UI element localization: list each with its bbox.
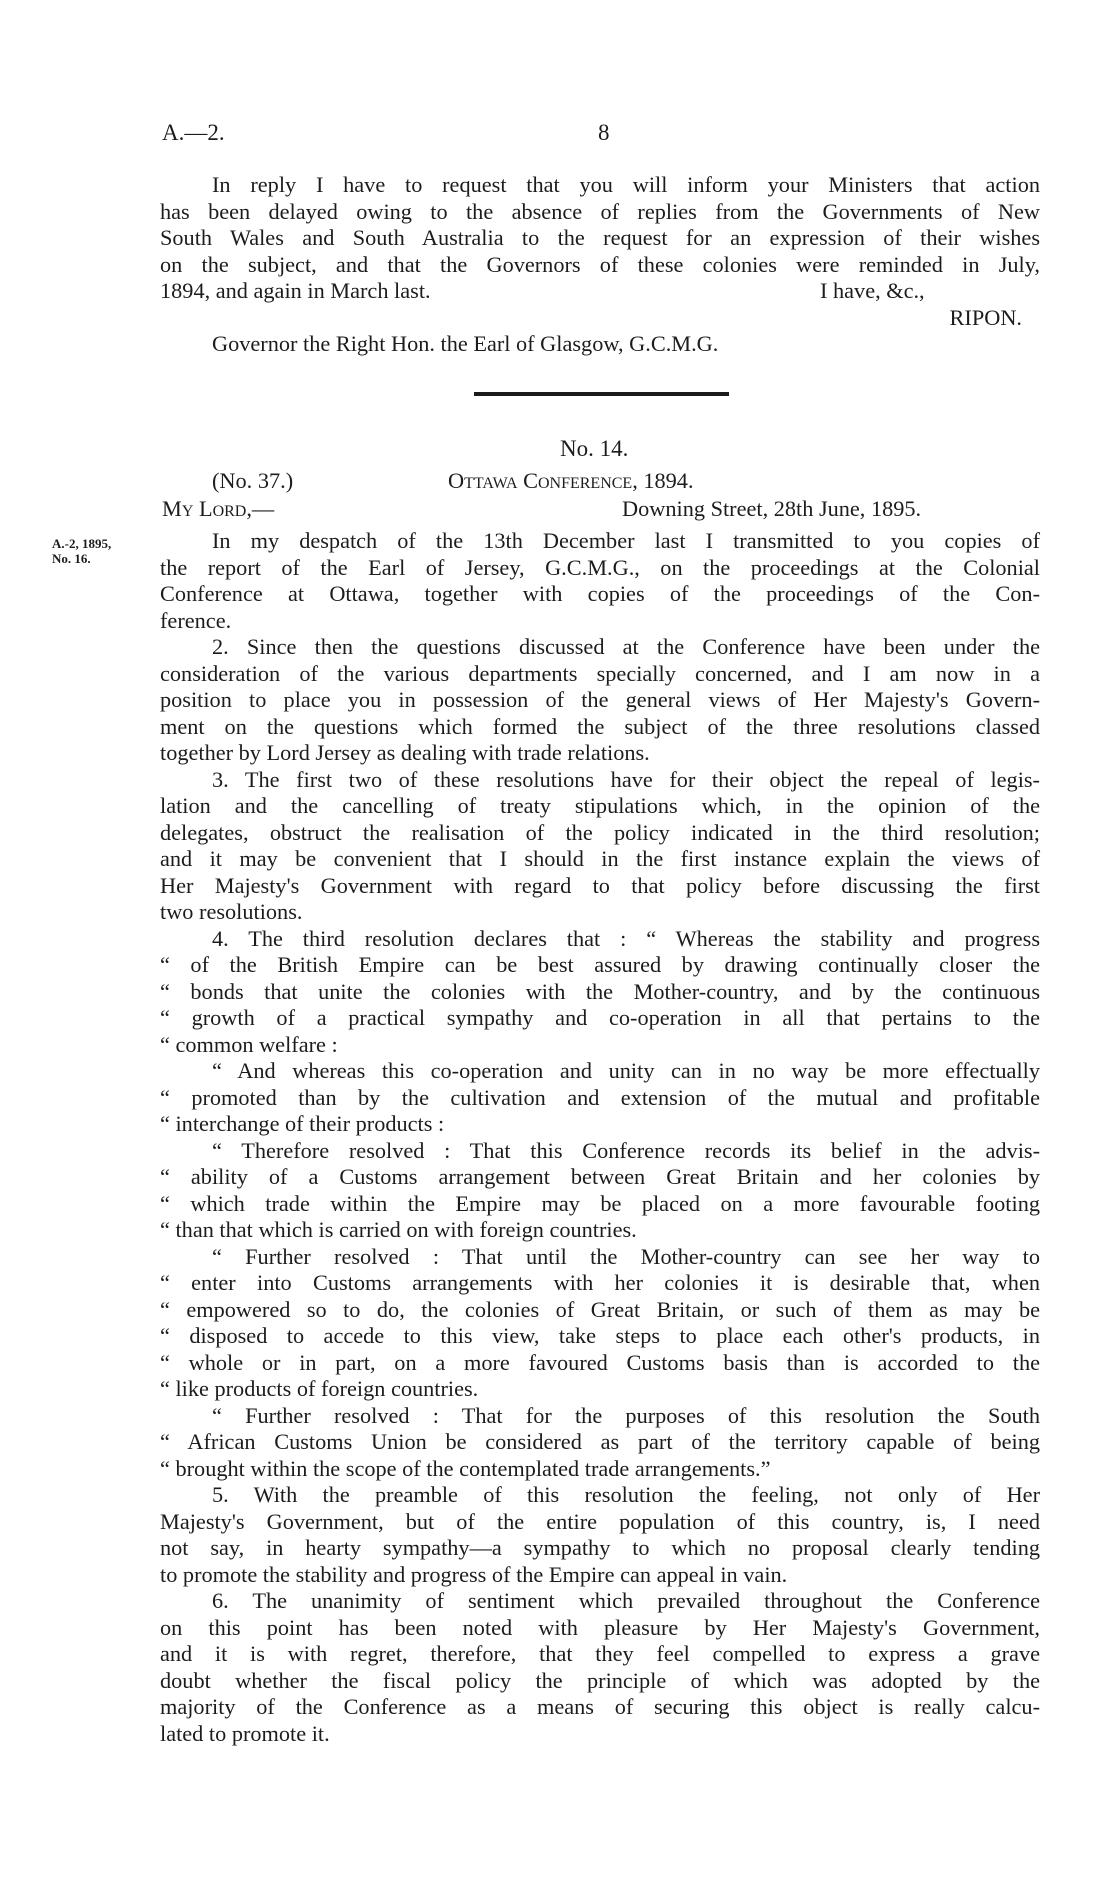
text-line: “ like products of foreign countries. xyxy=(160,1376,479,1401)
text-line: “ bonds that unite the colonies with the Mother-country, and by the continuous xyxy=(160,978,1040,1004)
text-line: together by Lord Jersey as dealing with trade relations. xyxy=(160,740,650,765)
text-line: “ enter into Customs arrangements with her colonies it is desirable that, when xyxy=(160,1270,1040,1295)
text-line: Her Majesty's Government with regard to that policy before discussing the first xyxy=(160,872,1040,898)
text-line: “ brought within the scope of the contemplated trade arrangements.” xyxy=(160,1455,771,1481)
text-line: “ ability of a Customs arrangement between Great Britain and her colonies by xyxy=(160,1164,1040,1189)
text-line: “ than that which is carried on with foreign countries. xyxy=(160,1217,637,1242)
text-line: “ growth of a practical sympathy and co-operation in all that pertains to the xyxy=(160,1005,1040,1030)
text-line: “ Therefore resolved : That this Conference records its belief in the advis- xyxy=(212,1137,1040,1163)
text-line: majority of the Conference as a means of securing this object is really calcu- xyxy=(160,1694,1040,1719)
valediction: I have, &c., xyxy=(820,278,925,303)
text-line: In my despatch of the 13th December last I transmitted to you copies of xyxy=(212,528,1040,553)
text-line: 5. With the preamble of this resolution the feeling, not only of Her xyxy=(212,1482,1040,1507)
despatch-subject: Ottawa Conference, 1894. xyxy=(448,468,694,493)
text-line: 2. Since then the questions discussed at the Conference have been under the xyxy=(212,634,1040,659)
text-line: to promote the stability and progress of the Empire can appeal in vain. xyxy=(160,1561,788,1587)
text-line xyxy=(160,278,1040,305)
text-line: lation and the cancelling of treaty stipulations which, in the opinion of the xyxy=(160,793,1040,818)
closing-paragraph xyxy=(160,172,1040,358)
text-line: the report of the Earl of Jersey, G.C.M.G., on the proceedings at the Colonial xyxy=(160,554,1040,580)
text-line: and it may be convenient that I should in the first instance explain the views of xyxy=(160,846,1040,871)
text-line: lated to promote it. xyxy=(160,1720,330,1746)
despatch-body xyxy=(160,528,1040,1747)
text-line: Majesty's Government, but of the entire population of this country, is, I need xyxy=(160,1508,1040,1534)
text-line: has been delayed owing to the absence of replies from the Governments of New xyxy=(160,198,1040,224)
text-line: “ Further resolved : That until the Mother-country can see her way to xyxy=(212,1243,1040,1269)
text-line: “ disposed to accede to this view, take steps to place each other's products, in xyxy=(160,1323,1040,1348)
text-line: position to place you in possession of the general views of Her Majesty's Govern- xyxy=(160,687,1040,712)
text-line: ference. xyxy=(160,607,232,633)
text-line: “ interchange of their products : xyxy=(160,1111,445,1136)
text-line: “ common welfare : xyxy=(160,1031,338,1057)
despatch-reference: (No. 37.) xyxy=(212,468,294,493)
despatch-number: No. 14. xyxy=(560,436,629,461)
text-line: “ Further resolved : That for the purposes of this resolution the South xyxy=(212,1402,1040,1428)
text-line: ment on the questions which formed the subject of the three resolutions classed xyxy=(160,713,1040,739)
text-line: two resolutions. xyxy=(160,899,303,924)
text-line: South Wales and South Australia to the request for an expression of their wishes xyxy=(160,225,1040,250)
text-line: 3. The first two of these resolutions have for their object the repeal of legis- xyxy=(212,766,1040,792)
closing-date-text: 1894, and again in March last. xyxy=(160,278,431,303)
text-line: and it is with regret, therefore, that they feel compelled to express a grave xyxy=(160,1641,1040,1666)
text-line: “ whole or in part, on a more favoured Customs basis than is accorded to the xyxy=(160,1349,1040,1375)
text-line: 6. The unanimity of sentiment which prevailed throughout the Conference xyxy=(212,1588,1040,1613)
text-line: Conference at Ottawa, together with copies of the proceedings of the Con- xyxy=(160,581,1040,606)
salutation: My Lord,— xyxy=(162,496,275,521)
margin-note xyxy=(52,536,111,566)
text-line: 4. The third resolution declares that : “ Whereas the stability and progress xyxy=(212,925,1040,951)
text-line: In reply I have to request that you will inform your Ministers that action xyxy=(212,172,1040,197)
series-reference: A.—2. xyxy=(162,120,225,145)
place-and-date: Downing Street, 28th June, 1895. xyxy=(622,496,922,521)
text-line: doubt whether the fiscal policy the principle of which was adopted by the xyxy=(160,1667,1040,1693)
text-line: “ empowered so to do, the colonies of Great Britain, or such of them as may be xyxy=(160,1296,1040,1322)
text-line: “ promoted than by the cultivation and extension of the mutual and profitable xyxy=(160,1084,1040,1110)
section-divider xyxy=(474,392,729,396)
text-line: “ of the British Empire can be best assured by drawing continually closer the xyxy=(160,952,1040,977)
addressee: Governor the Right Hon. the Earl of Glasgow, G.C.M.G. xyxy=(212,331,719,356)
text-line: on this point has been noted with pleasure by Her Majesty's Government, xyxy=(160,1614,1040,1640)
signature: RIPON. xyxy=(949,304,1022,330)
text-line: delegates, obstruct the realisation of the policy indicated in the third resolution; xyxy=(160,819,1040,845)
margin-note-line: No. 16. xyxy=(52,551,91,566)
text-line: on the subject, and that the Governors of these colonies were reminded in July, xyxy=(160,251,1040,277)
text-line: “ which trade within the Empire may be placed on a more favourable footing xyxy=(160,1190,1040,1216)
text-line: not say, in hearty sympathy—a sympathy to which no proposal clearly tending xyxy=(160,1535,1040,1560)
page-number: 8 xyxy=(598,120,610,145)
text-line: “ And whereas this co-operation and unity can in no way be more effectually xyxy=(212,1058,1040,1083)
text-line: “ African Customs Union be considered as part of the territory capable of being xyxy=(160,1429,1040,1454)
text-line: consideration of the various departments specially concerned, and I am now in a xyxy=(160,660,1040,686)
margin-note-line: A.-2, 1895, xyxy=(52,536,112,551)
